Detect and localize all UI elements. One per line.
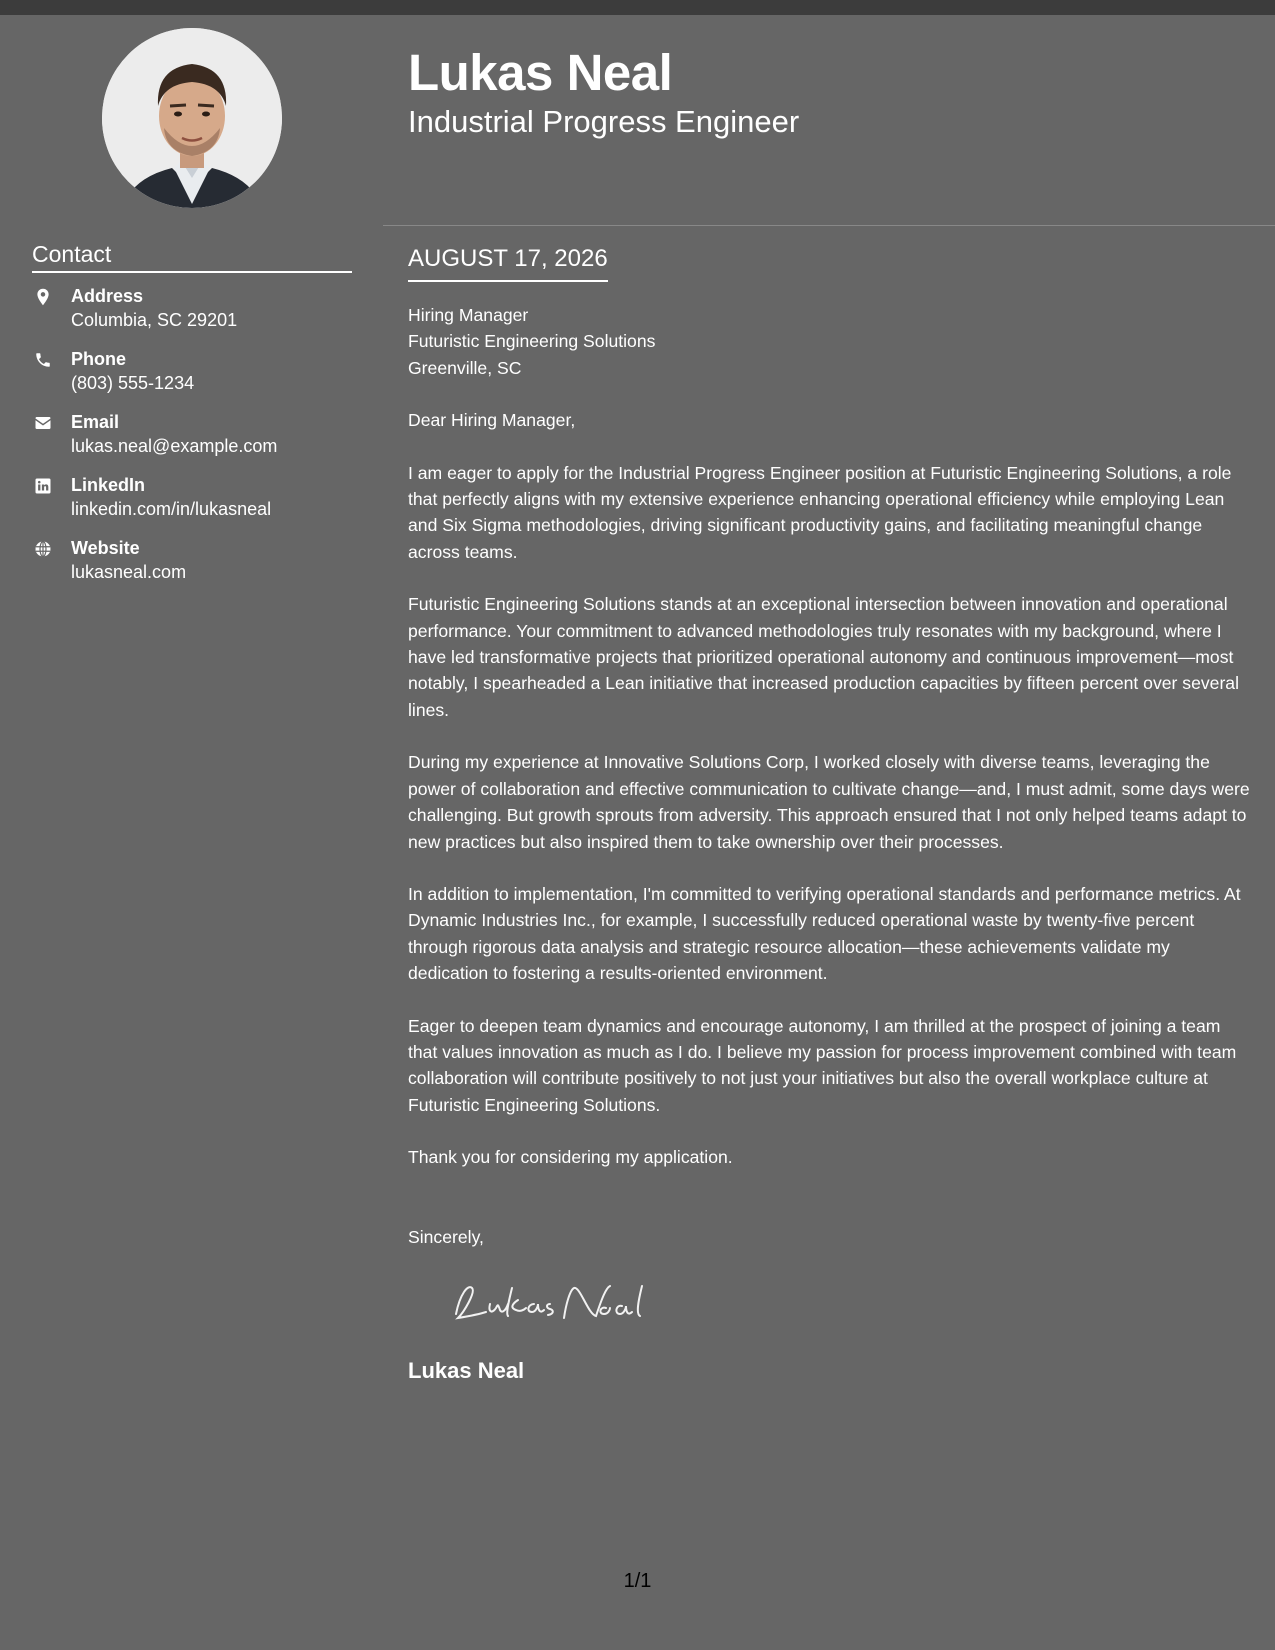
profile-photo <box>102 28 282 208</box>
applicant-name: Lukas Neal <box>408 44 673 101</box>
website-value: lukasneal.com <box>71 562 187 582</box>
recipient-company: Futuristic Engineering Solutions <box>408 331 656 352</box>
recipient-location: Greenville, SC <box>408 357 522 378</box>
salutation: Dear Hiring Manager, <box>408 410 576 431</box>
header-divider <box>383 225 1275 226</box>
phone-value: (803) 555-1234 <box>71 373 195 393</box>
email-label: Email <box>71 412 120 432</box>
contact-item-address <box>32 285 362 348</box>
contact-heading: Contact <box>32 240 352 273</box>
contact-item-linkedin <box>32 474 362 537</box>
linkedin-label: LinkedIn <box>71 475 146 495</box>
paragraph: During my experience at Innovative Solutions Corp, I worked closely with diverse teams, leveraging the power of collaboration and effective communication to cultivate change—and, I must admit, some days were challenging. But growth sprouts from adversity. This approach ensured that I not only helped teams adapt to new practices but also inspired them to take ownership over their processes. <box>408 752 1250 852</box>
contact-item-phone <box>32 348 362 411</box>
phone-icon <box>34 351 52 369</box>
linkedin-value: linkedin.com/in/lukasneal <box>71 499 272 519</box>
handwritten-signature <box>446 1274 666 1332</box>
page-number: 1/1 <box>623 1570 652 1592</box>
recipient-title: Hiring Manager <box>408 305 529 325</box>
website-label: Website <box>71 538 140 558</box>
applicant-role: Industrial Progress Engineer <box>408 104 800 139</box>
linkedin-icon <box>34 477 52 495</box>
recipient-block <box>408 302 1250 381</box>
envelope-icon <box>34 414 52 432</box>
email-value: lukas.neal@example.com <box>71 436 278 456</box>
paragraph: In addition to implementation, I'm committed to verifying operational standards and performance metrics. At Dynamic Industries Inc., for example, I successfully reduced operational waste by twenty-five percent through rigorous data analysis and strategic resource allocation—these achievements validate my dedication to fostering a results-oriented environment. <box>408 883 1241 984</box>
paragraph: Eager to deepen team dynamics and encourage autonomy, I am thrilled at the prospect of joining a team that values innovation as much as I do. I believe my passion for process improvement combined with team collaboration will contribute positively to not just your initiatives but also the overall workplace culture at Futuristic Engineering Solutions. <box>408 1015 1237 1115</box>
paragraph: I am eager to apply for the Industrial Progress Engineer position at Futuristic Engineering Solutions, a role that perfectly aligns with my extensive experience enhancing operational efficiency while employing Lean and Six Sigma methodologies, driving significant productivity gains, and facilitating meaningful change across teams. <box>408 462 1232 562</box>
paragraph: Futuristic Engineering Solutions stands at an exceptional intersection between innovation and operational performance. Your commitment to advanced methodologies truly resonates with my background, where I have led transformative projects that prioritized operational autonomy and continuous improvement—most notably, I spearheaded a Lean initiative that increased production capacities by fifteen percent over several lines. <box>408 594 1240 720</box>
letter-body <box>408 302 1250 1385</box>
address-label: Address <box>71 286 144 306</box>
letter-date: AUGUST 17, 2026 <box>408 244 608 282</box>
paragraph: Thank you for considering my application. <box>408 1147 733 1168</box>
phone-label: Phone <box>71 349 127 369</box>
closing: Sincerely, <box>408 1226 484 1247</box>
signer-name: Lukas Neal <box>408 1358 525 1384</box>
contact-item-website <box>32 537 362 600</box>
contact-item-email <box>32 411 362 474</box>
contact-list <box>32 285 362 600</box>
top-bar <box>0 0 1275 15</box>
address-value: Columbia, SC 29201 <box>71 310 238 330</box>
globe-icon <box>34 540 52 558</box>
map-pin-icon <box>34 288 52 306</box>
